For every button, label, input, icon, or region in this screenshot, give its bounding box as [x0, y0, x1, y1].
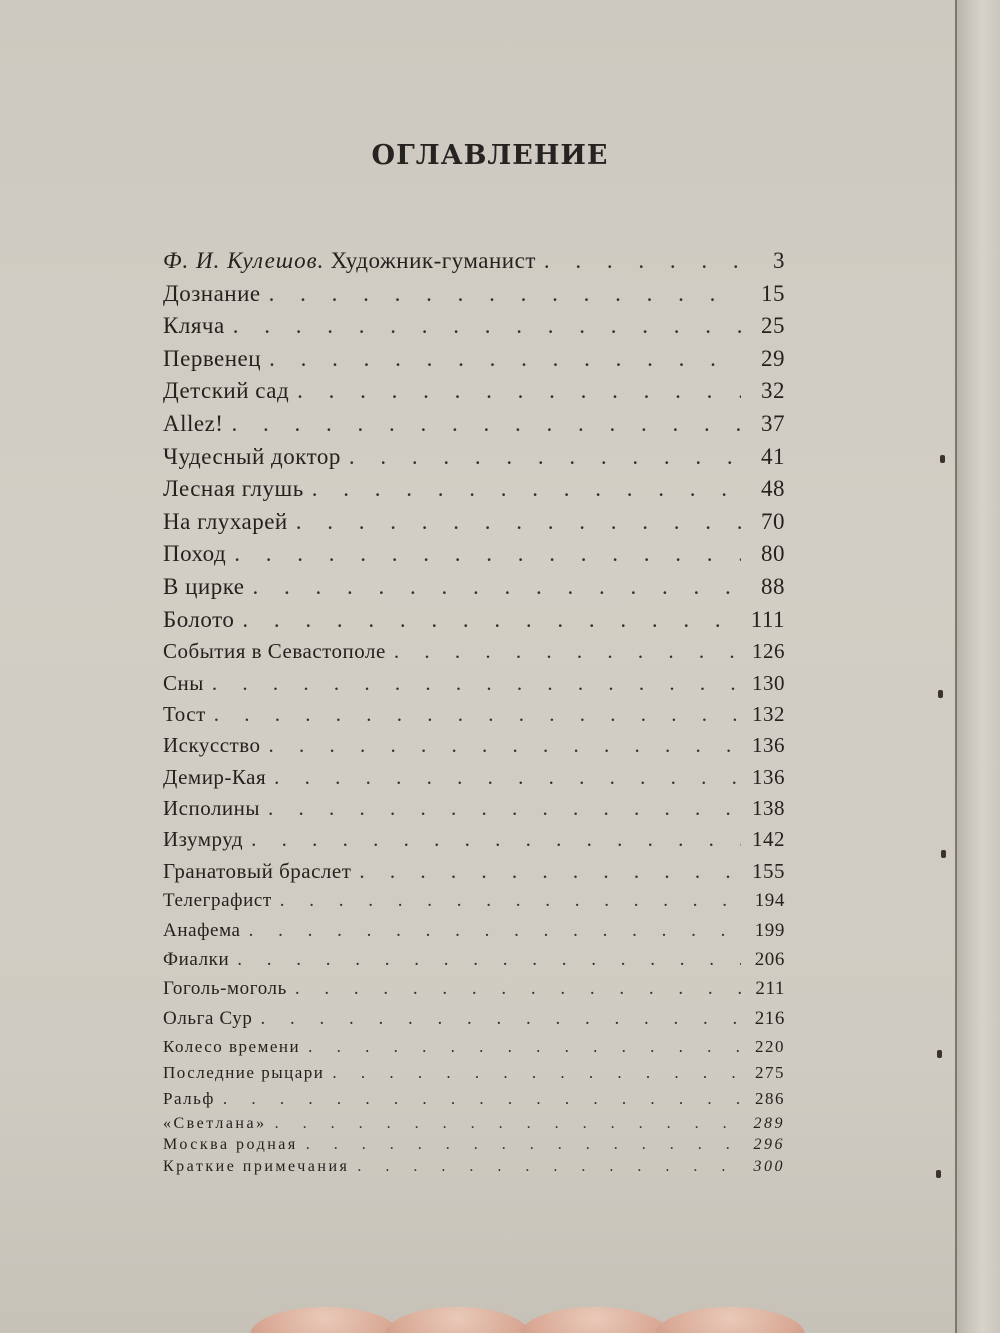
- toc-entry: [163, 702, 785, 733]
- toc-entry-page: 80: [761, 541, 785, 567]
- toc-entry-title-text: Ольга Сур: [163, 1007, 253, 1029]
- toc-entry-title: [163, 702, 206, 727]
- toc-entry: [163, 890, 785, 919]
- toc-dot-leader: [233, 313, 741, 339]
- toc-dot-leader: [308, 1037, 741, 1057]
- toc-entry-title: [163, 978, 287, 1000]
- toc-entry-title-text: Телеграфист: [163, 890, 272, 912]
- toc-entry: [163, 1158, 785, 1180]
- toc-entry-title-text: Колесо времени: [163, 1037, 301, 1057]
- toc-entry-title: [163, 1008, 252, 1030]
- page-title: ОГЛАВЛЕНИЕ: [371, 140, 609, 171]
- toc-entry: [163, 1037, 785, 1063]
- toc-entry-title: [163, 1089, 215, 1109]
- toc-entry-title: [163, 890, 272, 912]
- toc-entry-page: 29: [761, 345, 785, 371]
- toc-entry-title-text: Последние рыцари: [163, 1063, 325, 1082]
- toc-dot-leader: [269, 346, 741, 372]
- toc-entry: [163, 1089, 785, 1115]
- page-edge-mark: [937, 1050, 942, 1058]
- toc-entry-page: 211: [755, 978, 785, 1000]
- toc-entry-page: 275: [755, 1063, 785, 1082]
- toc-entry-title-text: Изумруд: [163, 827, 244, 852]
- toc-dot-leader: [260, 1008, 741, 1030]
- toc-entry: [163, 607, 785, 640]
- toc-entry-page: 15: [761, 280, 785, 306]
- toc-entry-title-text: Первенец: [163, 345, 262, 371]
- toc-entry-page: 132: [752, 701, 785, 726]
- toc-dot-leader: [223, 1089, 741, 1109]
- toc-entry-title: [163, 248, 536, 274]
- toc-dot-leader: [280, 890, 741, 912]
- toc-entry-title-text: Ральф: [163, 1088, 215, 1108]
- toc-entry-title: [163, 920, 241, 942]
- toc-entry-title: [163, 541, 226, 567]
- toc-entry-title: [163, 671, 204, 696]
- toc-entry-title-text: Москва родная: [163, 1136, 298, 1154]
- toc-entry-title-text: Детский сад: [163, 378, 290, 404]
- toc-dot-leader: [249, 920, 741, 942]
- toc-dot-leader: [312, 476, 741, 502]
- toc-entry: [163, 1115, 785, 1137]
- toc-entry-page: 88: [761, 573, 785, 599]
- toc-entry-title: [163, 949, 229, 971]
- toc-entry-title: [163, 639, 386, 664]
- toc-entry-title-text: Искусство: [163, 733, 261, 758]
- toc-entry-title-text: Кляча: [163, 313, 225, 339]
- toc-dot-leader: [231, 411, 741, 437]
- toc-entry-title: [163, 411, 223, 437]
- toc-entry-page: 142: [752, 827, 785, 852]
- toc-entry-title-text: Гоголь-моголь: [163, 978, 287, 1000]
- toc-entry-page: 70: [761, 508, 785, 534]
- toc-entry-title: [163, 859, 351, 884]
- toc-entry: [163, 949, 785, 978]
- toc-entry: [163, 1063, 785, 1089]
- toc-entry-title-text: Гранатовый браслет: [163, 858, 352, 883]
- toc-entry: [163, 859, 785, 890]
- toc-dot-leader: [234, 541, 741, 567]
- toc-dot-leader: [269, 281, 741, 307]
- toc-entry-page: 111: [750, 606, 785, 632]
- toc-entry: [163, 733, 785, 764]
- toc-entry: [163, 541, 785, 574]
- toc-entry-title: [163, 765, 266, 790]
- toc-entry-title-text: Фиалки: [163, 949, 230, 971]
- toc-entry-title: [163, 1158, 349, 1176]
- toc-entry-title-text: Поход: [163, 541, 227, 567]
- toc-entry-title-text: Чудесный доктор: [163, 443, 341, 469]
- toc-dot-leader: [349, 444, 741, 470]
- toc-entry-page: 130: [752, 670, 785, 695]
- toc-entry: [163, 671, 785, 702]
- toc-entry-title-text: На глухарей: [163, 508, 288, 534]
- toc-dot-leader: [357, 1158, 741, 1176]
- toc-entry-title-text: Краткие примечания: [163, 1157, 350, 1175]
- toc-entry: [163, 281, 785, 314]
- toc-entry: [163, 639, 785, 670]
- toc-entry-title: [163, 1063, 324, 1083]
- page-edge-mark: [938, 690, 943, 698]
- toc-entry-page: 199: [754, 919, 785, 941]
- toc-entry-title: [163, 827, 243, 852]
- toc-dot-leader: [275, 1115, 741, 1133]
- toc-dot-leader: [212, 671, 741, 696]
- toc-entry: [163, 509, 785, 542]
- toc-entry-page: 136: [752, 733, 785, 758]
- toc-entry-title-text: События в Севастополе: [163, 639, 386, 664]
- toc-dot-leader: [268, 796, 741, 821]
- toc-entry-page: 3: [773, 248, 785, 273]
- toc-dot-leader: [268, 733, 741, 758]
- toc-entry: [163, 476, 785, 509]
- toc-entry-title-text: Анафема: [163, 919, 241, 941]
- toc-dot-leader: [237, 949, 741, 971]
- toc-entry-title: [163, 607, 234, 633]
- toc-dot-leader: [214, 702, 741, 727]
- toc-entry-page: 138: [752, 796, 785, 821]
- toc-entry-title: [163, 733, 260, 758]
- toc-entry-title: [163, 378, 289, 404]
- toc-dot-leader: [544, 248, 741, 274]
- toc-entry: [163, 574, 785, 607]
- toc-entry-title-text: «Светлана»: [163, 1114, 267, 1132]
- toc-entry: [163, 313, 785, 346]
- toc-entry-title-text: Лесная глушь: [163, 476, 304, 502]
- toc-entry-title-text: Сны: [163, 670, 204, 695]
- toc-entry-title: [163, 444, 341, 470]
- toc-entry-page: 37: [761, 410, 785, 436]
- toc-entry: [163, 248, 785, 281]
- toc-entry: [163, 444, 785, 477]
- toc-entry-page: 206: [754, 949, 785, 971]
- toc-entry: [163, 920, 785, 949]
- toc-dot-leader: [359, 859, 741, 884]
- toc-entry-title: [163, 281, 261, 307]
- toc-entry-title-text: Демир-Кая: [163, 764, 267, 789]
- toc-entry: [163, 1136, 785, 1158]
- fingers: [250, 1303, 810, 1333]
- toc-dot-leader: [274, 765, 741, 790]
- toc-entry-page: 32: [761, 378, 785, 404]
- toc-entry: [163, 411, 785, 444]
- toc-entry-author: Ф. И. Кулешов.: [163, 248, 325, 273]
- toc-dot-leader: [242, 607, 741, 633]
- page-edge-mark: [940, 455, 945, 463]
- toc-dot-leader: [297, 378, 741, 404]
- toc-entry-page: 155: [752, 858, 785, 883]
- toc-entry-page: 220: [755, 1037, 785, 1057]
- toc-entry-title-text: Дознание: [163, 280, 261, 306]
- toc-entry-title-text: Тост: [163, 701, 206, 726]
- toc-entry-title: [163, 509, 288, 535]
- toc-entry-title: [163, 1115, 267, 1133]
- toc-entry-page: 126: [752, 639, 785, 664]
- toc-entry-title-text: В цирке: [163, 573, 245, 599]
- toc-entry: [163, 346, 785, 379]
- toc-entry-title: [163, 346, 261, 372]
- toc-entry-title-text: Allez!: [163, 410, 224, 436]
- page-edge-mark: [936, 1170, 941, 1178]
- toc-dot-leader: [251, 827, 741, 852]
- toc-entry-title: [163, 313, 225, 339]
- toc-dot-leader: [296, 509, 741, 535]
- next-page-edge: [955, 0, 1000, 1333]
- table-of-contents: [163, 248, 785, 1179]
- toc-entry-page: 289: [753, 1114, 785, 1132]
- toc-entry: [163, 765, 785, 796]
- toc-entry: [163, 827, 785, 858]
- toc-entry-title-text: Болото: [163, 606, 235, 632]
- toc-dot-leader: [295, 978, 741, 1000]
- toc-entry-page: 216: [754, 1007, 785, 1029]
- toc-entry-page: 296: [753, 1136, 785, 1154]
- toc-entry-title: [163, 1037, 300, 1057]
- toc-entry: [163, 978, 785, 1007]
- toc-entry-title-text: Художник-гуманист: [330, 248, 536, 273]
- toc-dot-leader: [394, 639, 741, 664]
- toc-entry-page: 194: [754, 890, 785, 912]
- toc-entry-title: [163, 476, 304, 502]
- toc-entry-title-text: Исполины: [163, 796, 261, 821]
- toc-dot-leader: [332, 1063, 741, 1083]
- toc-dot-leader: [253, 574, 741, 600]
- toc-dot-leader: [306, 1136, 741, 1154]
- page-fold-line: [955, 0, 957, 1333]
- toc-entry: [163, 1008, 785, 1037]
- toc-entry: [163, 378, 785, 411]
- toc-entry-title: [163, 796, 260, 821]
- toc-entry-page: 48: [761, 476, 785, 502]
- toc-entry-page: 300: [753, 1157, 785, 1175]
- toc-entry-title: [163, 574, 245, 600]
- toc-entry-page: 286: [755, 1088, 785, 1108]
- page-edge-mark: [941, 850, 946, 858]
- toc-entry-page: 136: [752, 764, 785, 789]
- toc-entry-page: 41: [761, 443, 785, 469]
- toc-entry-title: [163, 1136, 298, 1154]
- toc-entry: [163, 796, 785, 827]
- toc-entry-page: 25: [761, 313, 785, 339]
